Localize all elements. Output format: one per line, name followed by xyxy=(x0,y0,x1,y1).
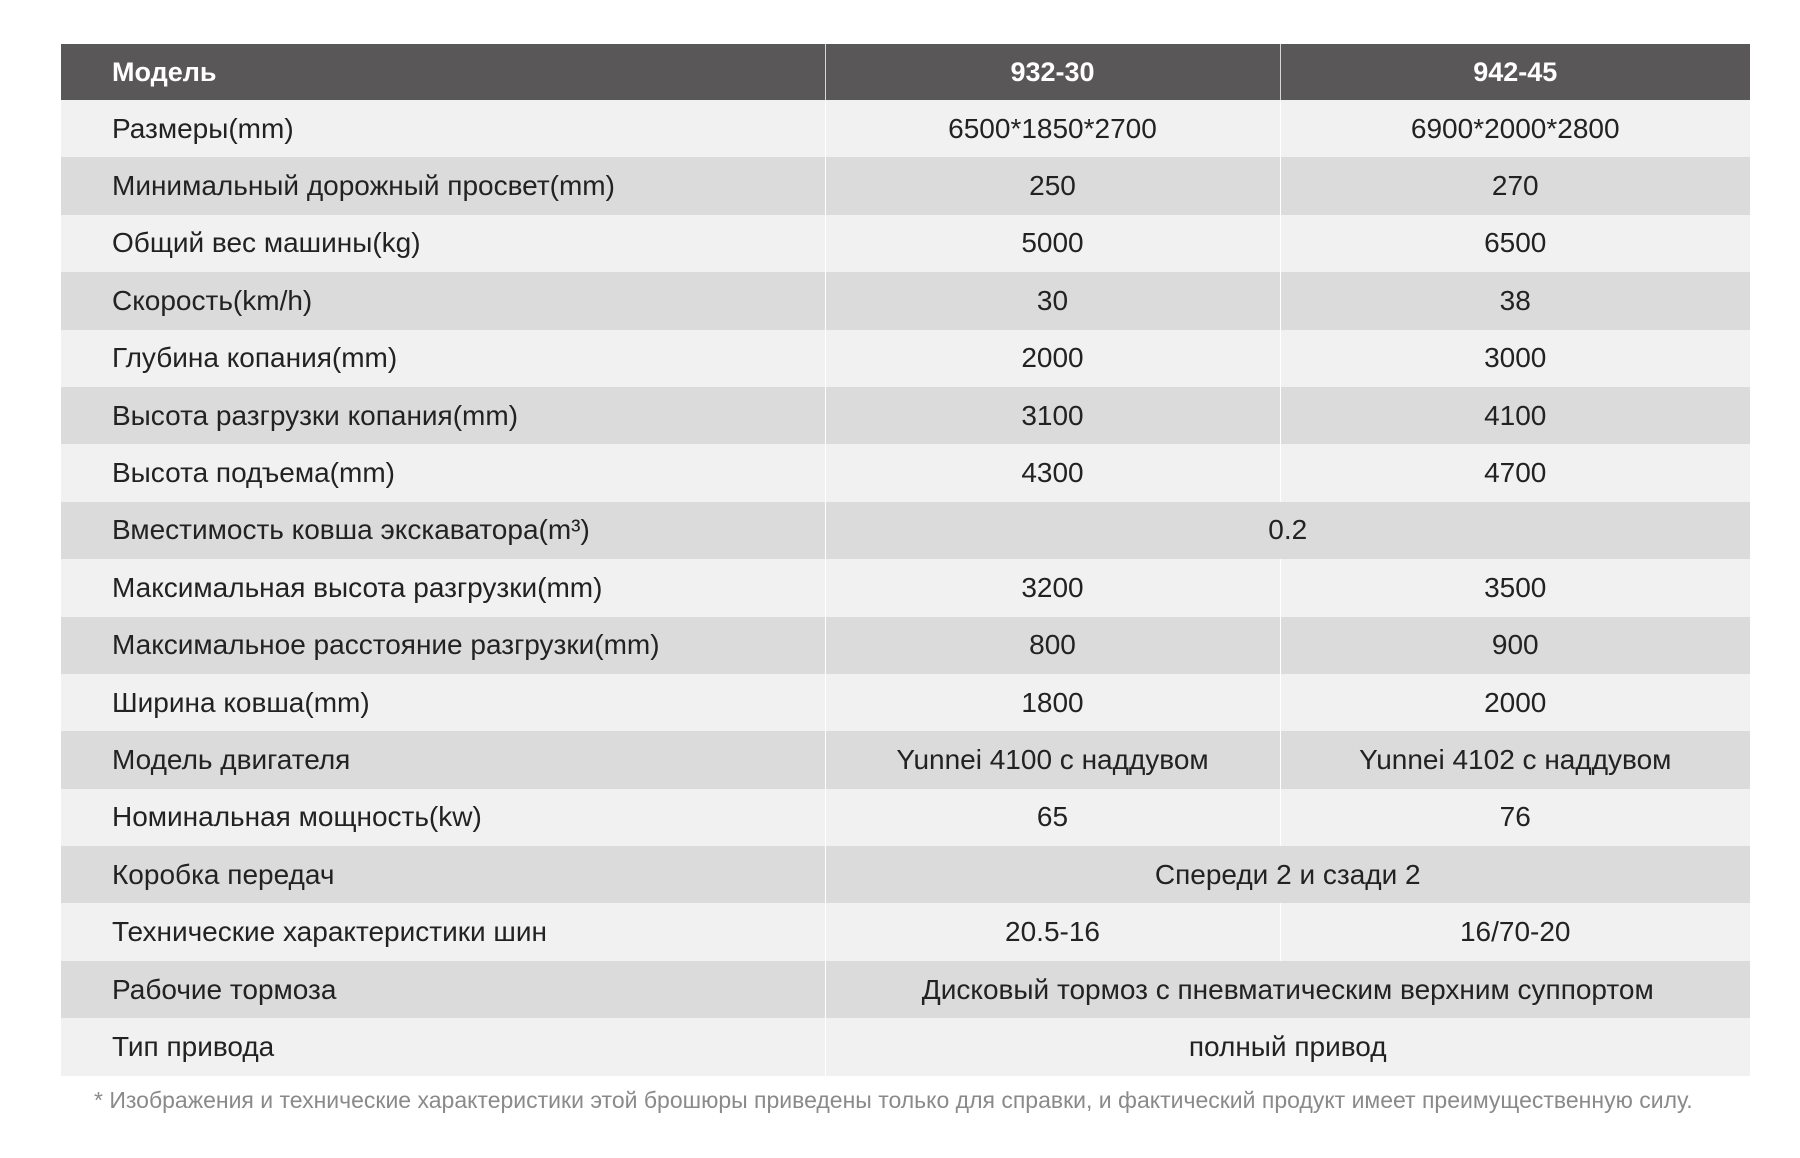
table-row xyxy=(61,559,1750,616)
value-932-30: 20.5-16 xyxy=(825,903,1280,960)
value-932-30: Yunnei 4100 с наддувом xyxy=(825,731,1280,788)
table-row xyxy=(61,789,1750,846)
header-model-label: Модель xyxy=(61,44,825,100)
row-label: Номинальная мощность(kw) xyxy=(61,789,825,846)
value-932-30: 3200 xyxy=(825,559,1280,616)
table-row xyxy=(61,903,1750,960)
row-label: Скорость(km/h) xyxy=(61,272,825,329)
value-942-45: 3500 xyxy=(1280,559,1750,616)
spec-table xyxy=(61,44,1750,1076)
table-row xyxy=(61,846,1750,903)
value-932-30: 3100 xyxy=(825,387,1280,444)
row-label: Минимальный дорожный просвет(mm) xyxy=(61,157,825,214)
value-932-30: 65 xyxy=(825,789,1280,846)
row-label: Технические характеристики шин xyxy=(61,903,825,960)
table-row xyxy=(61,272,1750,329)
table-row xyxy=(61,387,1750,444)
row-label: Тип привода xyxy=(61,1018,825,1075)
row-label: Высота подъема(mm) xyxy=(61,444,825,501)
value-932-30: 2000 xyxy=(825,330,1280,387)
value-942-45: 3000 xyxy=(1280,330,1750,387)
value-942-45: 4100 xyxy=(1280,387,1750,444)
value-shared: полный привод xyxy=(825,1018,1750,1075)
row-label: Глубина копания(mm) xyxy=(61,330,825,387)
value-932-30: 1800 xyxy=(825,674,1280,731)
row-label: Модель двигателя xyxy=(61,731,825,788)
value-shared: 0.2 xyxy=(825,502,1750,559)
value-932-30: 4300 xyxy=(825,444,1280,501)
header-model-932-30: 932-30 xyxy=(825,44,1280,100)
row-label: Высота разгрузки копания(mm) xyxy=(61,387,825,444)
table-row xyxy=(61,157,1750,214)
table-row xyxy=(61,961,1750,1018)
row-label: Общий вес машины(kg) xyxy=(61,215,825,272)
table-row xyxy=(61,617,1750,674)
table-row xyxy=(61,100,1750,157)
value-942-45: Yunnei 4102 с наддувом xyxy=(1280,731,1750,788)
value-932-30: 800 xyxy=(825,617,1280,674)
table-row xyxy=(61,674,1750,731)
value-shared: Спереди 2 и сзади 2 xyxy=(825,846,1750,903)
value-942-45: 16/70-20 xyxy=(1280,903,1750,960)
value-942-45: 900 xyxy=(1280,617,1750,674)
footnote-disclaimer: * Изображения и технические характеристики этой брошюры приведены только для справки, и фактический продукт имеет преимущественную силу. xyxy=(94,1087,1693,1113)
row-label: Коробка передач xyxy=(61,846,825,903)
table-header-row xyxy=(61,44,1750,100)
value-942-45: 6500 xyxy=(1280,215,1750,272)
value-932-30: 6500*1850*2700 xyxy=(825,100,1280,157)
value-942-45: 38 xyxy=(1280,272,1750,329)
row-label: Максимальная высота разгрузки(mm) xyxy=(61,559,825,616)
row-label: Рабочие тормоза xyxy=(61,961,825,1018)
value-942-45: 76 xyxy=(1280,789,1750,846)
value-942-45: 6900*2000*2800 xyxy=(1280,100,1750,157)
value-932-30: 250 xyxy=(825,157,1280,214)
value-932-30: 30 xyxy=(825,272,1280,329)
value-942-45: 2000 xyxy=(1280,674,1750,731)
table-row xyxy=(61,731,1750,788)
table-row xyxy=(61,215,1750,272)
value-shared: Дисковый тормоз с пневматическим верхним суппортом xyxy=(825,961,1750,1018)
row-label: Вместимость ковша экскаватора(m³) xyxy=(61,502,825,559)
value-942-45: 4700 xyxy=(1280,444,1750,501)
row-label: Размеры(mm) xyxy=(61,100,825,157)
header-model-942-45: 942-45 xyxy=(1280,44,1750,100)
table-row xyxy=(61,330,1750,387)
value-932-30: 5000 xyxy=(825,215,1280,272)
row-label: Максимальное расстояние разгрузки(mm) xyxy=(61,617,825,674)
value-942-45: 270 xyxy=(1280,157,1750,214)
table-row xyxy=(61,502,1750,559)
table-row xyxy=(61,1018,1750,1075)
row-label: Ширина ковша(mm) xyxy=(61,674,825,731)
table-row xyxy=(61,444,1750,501)
